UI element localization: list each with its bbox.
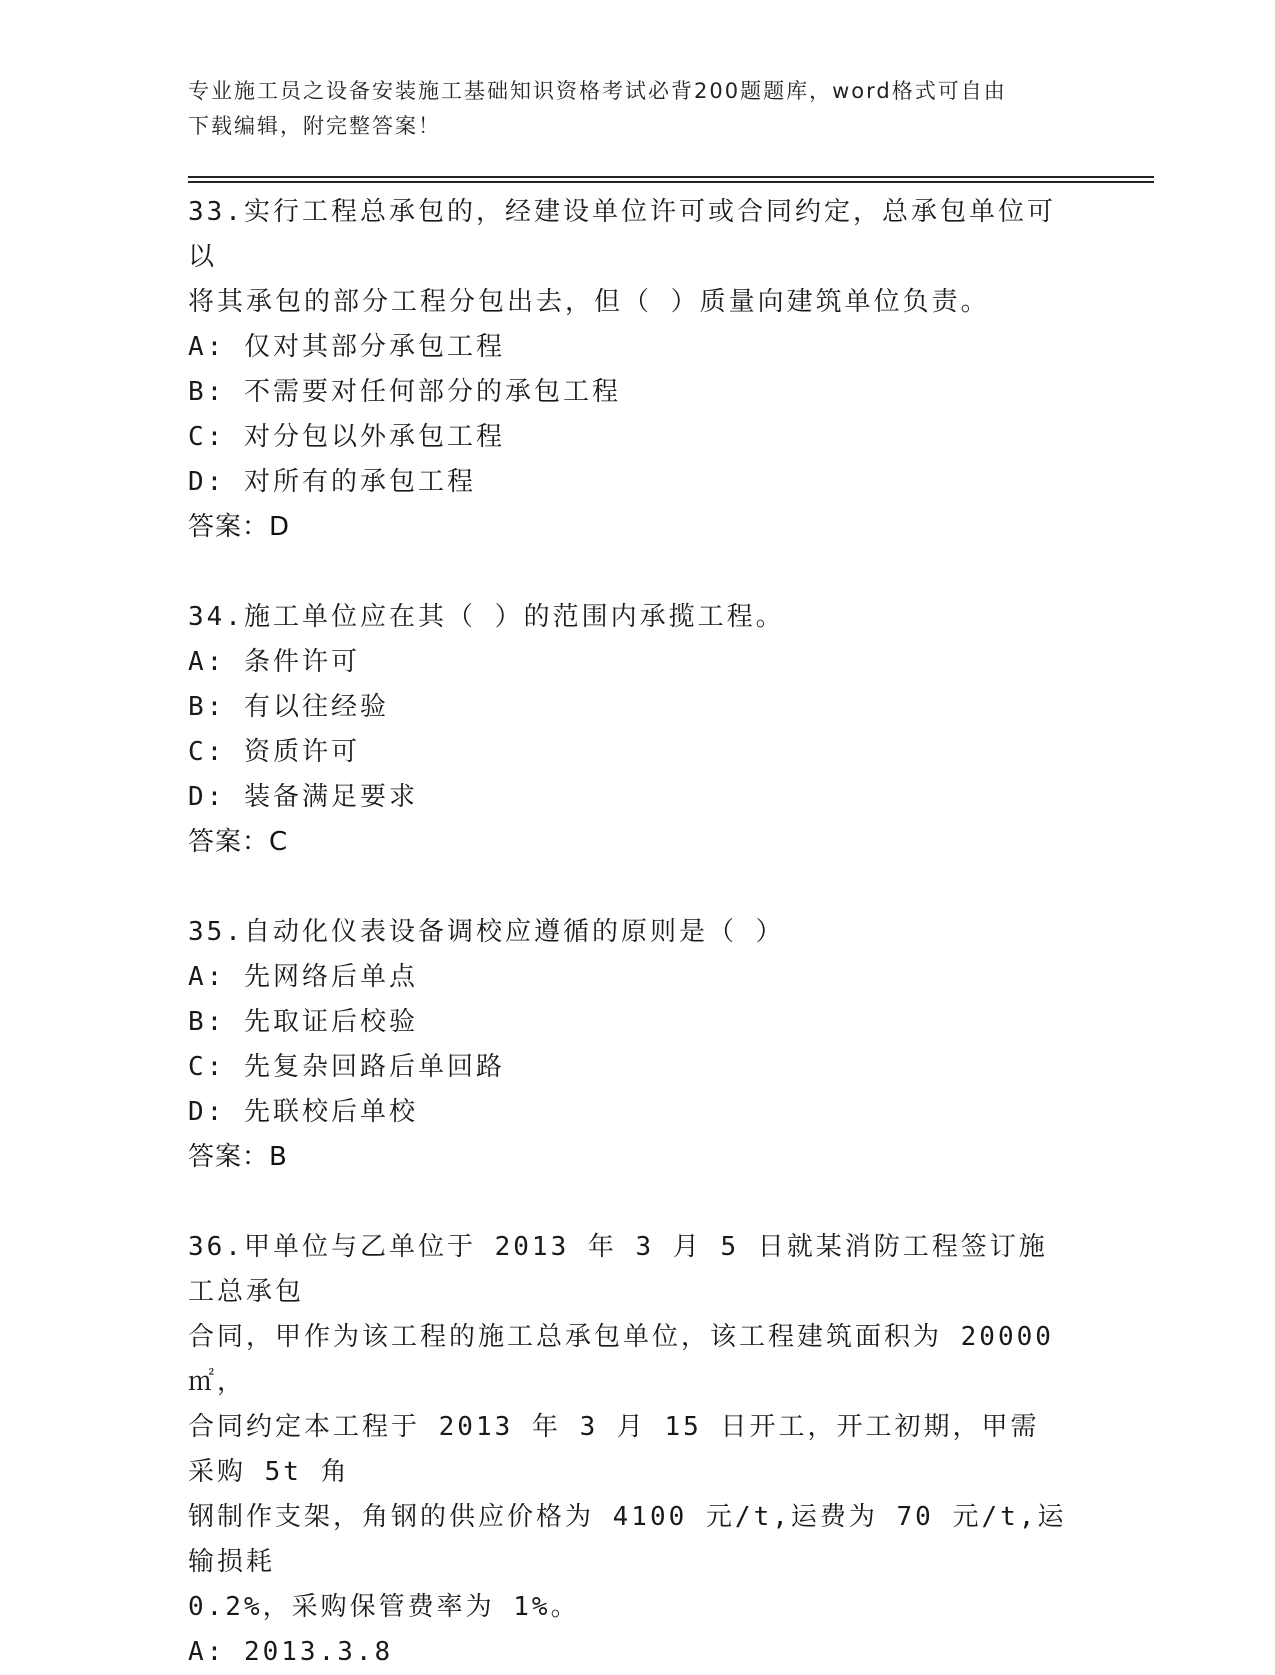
option-d: D: 装备满足要求: [188, 782, 418, 812]
question-list: [188, 190, 1088, 1675]
question-text-line: 35.自动化仪表设备调校应遵循的原则是（ ）: [188, 917, 785, 947]
option-a: A: 先网络后单点: [188, 962, 418, 992]
question-34: [188, 595, 1088, 865]
option-d: D: 对所有的承包工程: [188, 467, 476, 497]
spacer: [188, 550, 1088, 595]
answer: 答案：B: [188, 1142, 288, 1172]
question-text-line: 36.甲单位与乙单位于 2013 年 3 月 5 日就某消防工程签订施工总承包: [188, 1232, 1048, 1307]
spacer: [188, 1180, 1088, 1225]
option-a: A: 2013.3.8: [188, 1637, 394, 1667]
question-33: [188, 190, 1088, 550]
answer: 答案：C: [188, 827, 289, 857]
answer: 答案：D: [188, 512, 291, 542]
document-header: [188, 74, 1068, 144]
question-text-line: 34.施工单位应在其（ ）的范围内承揽工程。: [188, 602, 785, 632]
option-c: C: 对分包以外承包工程: [188, 422, 505, 452]
option-b: B: 有以往经验: [188, 692, 389, 722]
spacer: [188, 865, 1088, 910]
question-text-line: 钢制作支架，角钢的供应价格为 4100 元/t,运费为 70 元/t,运输损耗: [188, 1502, 1067, 1577]
question-text-line: 合同，甲作为该工程的施工总承包单位，该工程建筑面积为 20000㎡，: [188, 1322, 1054, 1397]
header-line-2: 下载编辑，附完整答案！: [188, 114, 441, 138]
question-text-line: 合同约定本工程于 2013 年 3 月 15 日开工，开工初期，甲需采购 5t 角: [188, 1412, 1040, 1487]
header-divider-bottom: [188, 181, 1154, 183]
option-a: A: 仅对其部分承包工程: [188, 332, 505, 362]
question-36: [188, 1225, 1088, 1675]
header-line-1: 专业施工员之设备安装施工基础知识资格考试必背200题题库，word格式可自由: [188, 79, 1007, 103]
option-d: D: 先联校后单校: [188, 1097, 418, 1127]
option-c: C: 资质许可: [188, 737, 360, 767]
option-a: A: 条件许可: [188, 647, 360, 677]
header-divider-top: [188, 176, 1154, 178]
option-b: B: 先取证后校验: [188, 1007, 418, 1037]
question-text-line: 0.2%，采购保管费率为 1%。: [188, 1592, 580, 1622]
option-c: C: 先复杂回路后单回路: [188, 1052, 505, 1082]
question-35: [188, 910, 1088, 1180]
question-text-line: 将其承包的部分工程分包出去，但（ ）质量向建筑单位负责。: [188, 287, 990, 317]
option-b: B: 不需要对任何部分的承包工程: [188, 377, 621, 407]
question-text-line: 33.实行工程总承包的，经建设单位许可或合同约定，总承包单位可以: [188, 197, 1056, 272]
